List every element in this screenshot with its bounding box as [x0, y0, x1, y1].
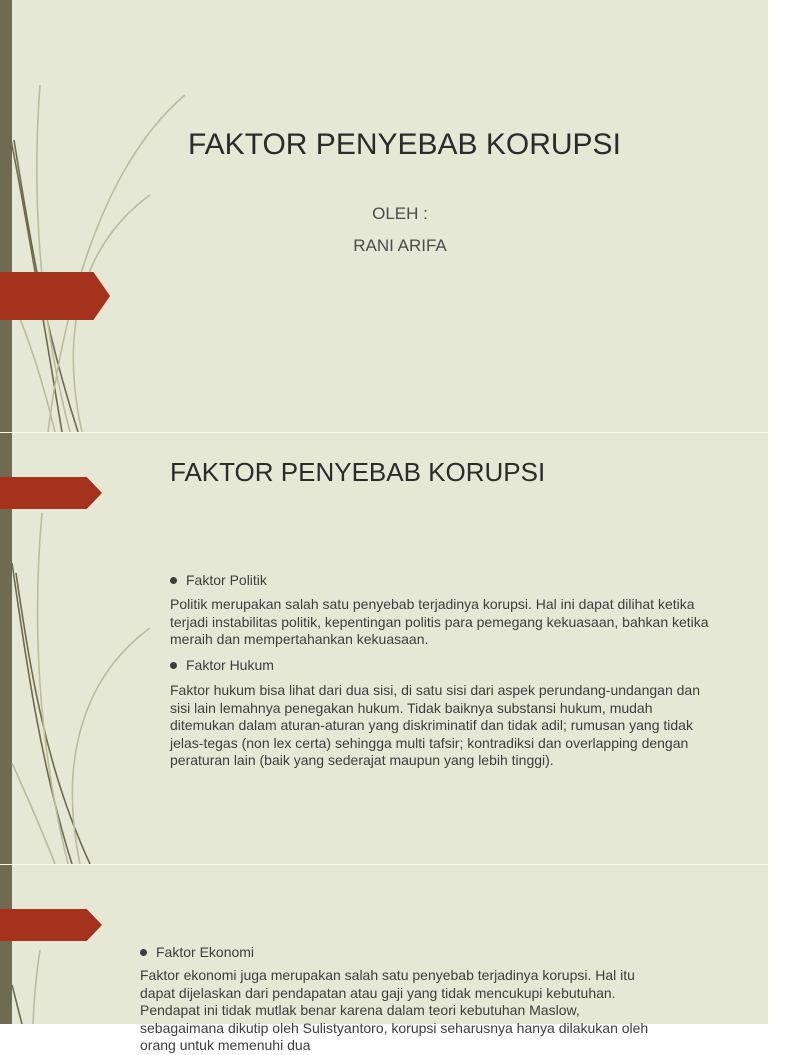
slide-content-1 [0, 433, 768, 864]
bullet-heading-hukum: Faktor Hukum [170, 657, 274, 673]
paragraph-politik: Politik merupakan salah satu penyebab terjadinya korupsi. Hal ini dapat dilihat ketika terjadi instabilitas politik, kepentingan politis para pemegang kekuasaan, bahkan ketika meraih dan mempertahankan kekuasaan. [170, 596, 709, 647]
paragraph-ekonomi: Faktor ekonomi juga merupakan salah satu penyebab terjadinya korupsi. Hal itu dapat dijelaskan dari pendapatan atau gaji yang tidak mencukupi kebutuhan. Pendapat ini tidak mutlak benar karena dalam teori kebutuhan Maslow, sebagaimana dikutip oleh Sulistyantoro, korupsi seharusnya hanya dilakukan oleh orang untuk memenuhi dua [140, 967, 649, 1053]
page-title: FAKTOR PENYEBAB KORUPSI [188, 128, 621, 161]
bullet-dot-icon [170, 662, 177, 669]
slide-title-page [0, 0, 768, 432]
bullet-heading-ekonomi: Faktor Ekonomi [140, 944, 254, 960]
accent-arrow-tab [0, 909, 102, 941]
author-name: RANI ARIFA [353, 236, 447, 255]
bullet-dot-icon [140, 949, 147, 956]
bullet-heading-politik: Faktor Politik [170, 572, 267, 588]
section-title: FAKTOR PENYEBAB KORUPSI [170, 457, 546, 487]
paragraph-hukum: Faktor hukum bisa lihat dari dua sisi, di satu sisi dari aspek perundang-undangan dan sisi lain lemahnya penegakan hukum. Tidak baiknya substansi hukum, mudah ditemukan dalam aturan-aturan yang diskriminatif dan tidak adil; rumusan yang tidak jelas-tegas (non lex certa) sehingga multi tafsir; kontradiksi dan overlapping dengan peraturan lain (baik yang sederajat maupun yang lebih tinggi). [170, 682, 700, 768]
bullet-dot-icon [170, 577, 177, 584]
accent-arrow-tab [0, 272, 110, 320]
author-label: OLEH : [372, 204, 428, 223]
slide-content-2 [0, 865, 768, 1053]
accent-arrow-tab [0, 477, 102, 509]
